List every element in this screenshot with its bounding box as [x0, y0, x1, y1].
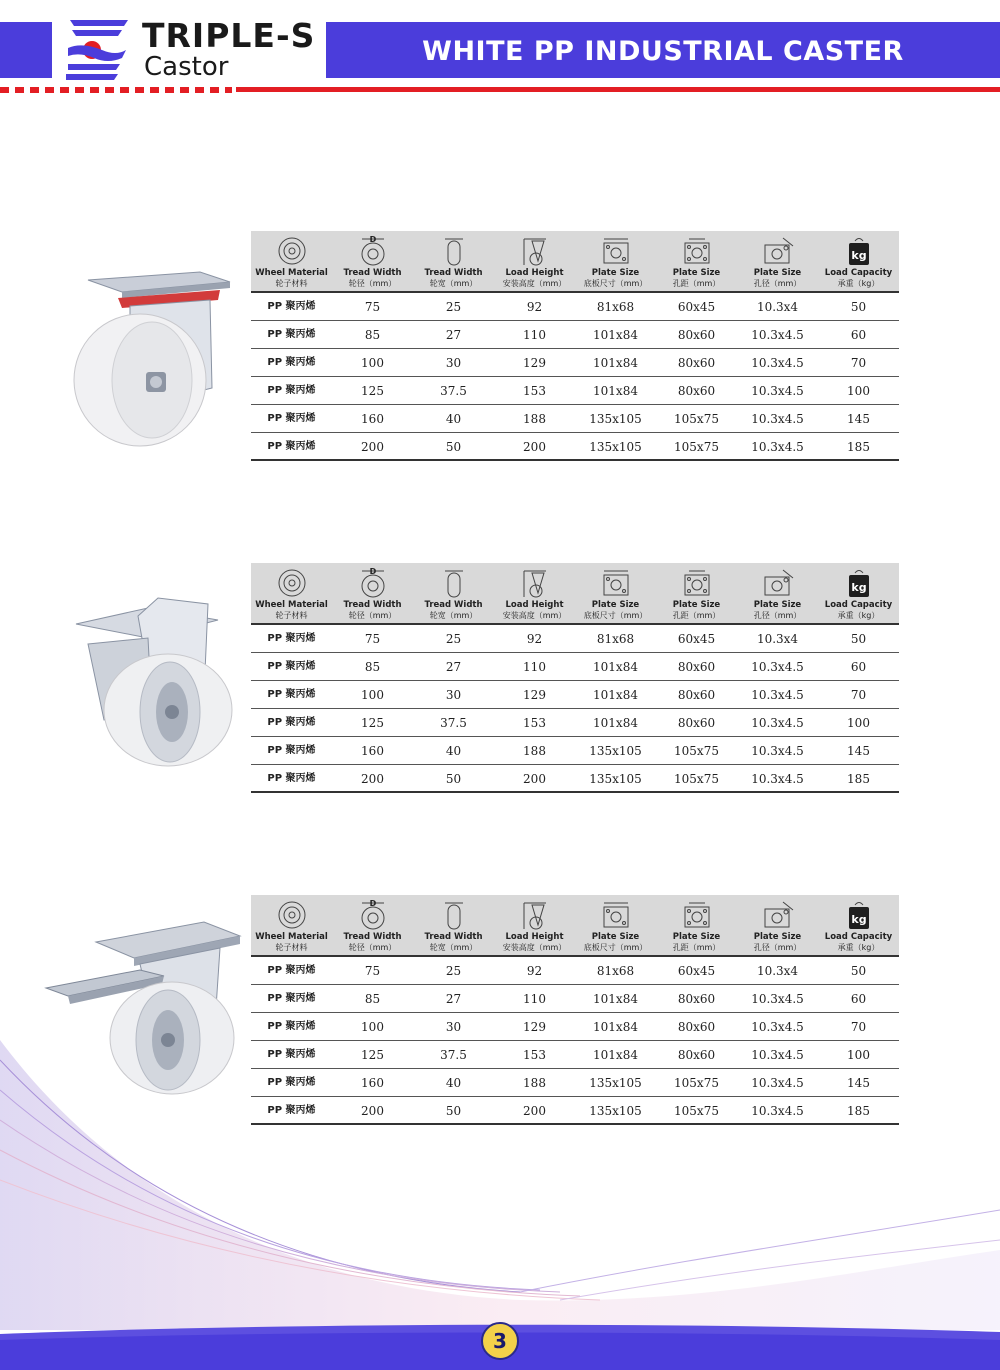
- table-cell: PP 聚丙烯: [267, 385, 316, 396]
- wheel-diameter-icon: [356, 235, 390, 267]
- load-height-icon: [518, 899, 552, 931]
- header-label-en: Wheel Material: [255, 268, 328, 278]
- table-cell: 60: [850, 328, 867, 342]
- table-cell: 135x105: [589, 744, 642, 758]
- table-cell: 105x75: [674, 1076, 719, 1090]
- tread-width-icon: [437, 235, 471, 267]
- table-cell: 10.3x4.5: [751, 1020, 804, 1034]
- header-cell: [818, 563, 899, 623]
- table-cell: 10.3x4.5: [751, 328, 804, 342]
- header-cell: [413, 563, 494, 623]
- header-cell: [494, 895, 575, 955]
- header-cell: [575, 895, 656, 955]
- header-label-cn: 轮径（mm）: [348, 279, 397, 288]
- table-cell: 101x84: [593, 384, 638, 398]
- header-label-cn: 底板尺寸（mm）: [583, 611, 648, 620]
- header-label-cn: 安装高度（mm）: [502, 279, 567, 288]
- table-cell: 110: [523, 328, 546, 342]
- decorative-swirl: [0, 1000, 1000, 1330]
- table-cell: 135x105: [589, 772, 642, 786]
- table-cell: 60: [850, 660, 867, 674]
- table-cell: 25: [445, 632, 462, 646]
- table-cell: 101x84: [593, 1020, 638, 1034]
- table-cell: 27: [445, 660, 462, 674]
- header-cell: [251, 563, 332, 623]
- header-label-en: Plate Size: [672, 268, 721, 278]
- table-cell: 101x84: [593, 992, 638, 1006]
- table-cell: 80x60: [677, 992, 716, 1006]
- table-cell: 30: [445, 1020, 462, 1034]
- header-label-cn: 承重（kg）: [837, 611, 880, 620]
- table-cell: 105x75: [674, 744, 719, 758]
- table-cell: 50: [850, 632, 867, 646]
- header-label-en: Tread Width: [343, 268, 402, 278]
- table-cell: 10.3x4.5: [751, 716, 804, 730]
- tread-width-icon: [437, 899, 471, 931]
- table-cell: 50: [850, 300, 867, 314]
- table-cell: 80x60: [677, 660, 716, 674]
- header-label-en: Tread Width: [424, 600, 483, 610]
- table-cell: 92: [526, 300, 543, 314]
- header-label-cn: 底板尺寸（mm）: [583, 943, 648, 952]
- table-cell: 10.3x4.5: [751, 412, 804, 426]
- table-cell: 188: [523, 1076, 546, 1090]
- table-cell: 10.3x4: [756, 632, 799, 646]
- plate-size-icon: [599, 235, 633, 267]
- table-cell: 10.3x4.5: [751, 356, 804, 370]
- table-cell: 10.3x4: [756, 300, 799, 314]
- table-cell: 75: [364, 964, 381, 978]
- table-cell: 60: [850, 992, 867, 1006]
- table-cell: 25: [445, 964, 462, 978]
- svg-text:kg: kg: [850, 249, 867, 262]
- header-label-cn: 安装高度（mm）: [502, 943, 567, 952]
- table-row: [251, 957, 899, 985]
- kg-weight-icon: [842, 567, 876, 599]
- kg-weight-icon: [842, 899, 876, 931]
- table-cell: PP 聚丙烯: [267, 301, 316, 312]
- table-cell: 200: [523, 440, 546, 454]
- table-cell: 80x60: [677, 328, 716, 342]
- header-label-en: Load Height: [505, 268, 564, 278]
- table-cell: 30: [445, 356, 462, 370]
- table-cell: 105x75: [674, 412, 719, 426]
- table-cell: 10.3x4.5: [751, 1104, 804, 1118]
- table-row: [251, 681, 899, 709]
- table-cell: 129: [523, 356, 546, 370]
- table-cell: 40: [445, 1076, 462, 1090]
- header-label-en: Load Capacity: [824, 600, 893, 610]
- table-header: [251, 895, 899, 957]
- table-cell: 10.3x4: [756, 964, 799, 978]
- table-cell: 80x60: [677, 356, 716, 370]
- table-cell: 135x105: [589, 1104, 642, 1118]
- header-cell: [575, 563, 656, 623]
- page-title: WHITE PP INDUSTRIAL CASTER: [422, 36, 904, 67]
- table-cell: 200: [523, 1104, 546, 1118]
- header-label-cn: 孔距（mm）: [672, 943, 721, 952]
- svg-text:D: D: [369, 899, 376, 908]
- table-cell: 185: [847, 772, 870, 786]
- table-cell: 10.3x4.5: [751, 772, 804, 786]
- wheel-icon: [275, 567, 309, 599]
- table-cell: 37.5: [440, 1048, 467, 1062]
- header-cell: [737, 895, 818, 955]
- tread-width-icon: [437, 567, 471, 599]
- table-cell: 81x68: [596, 964, 635, 978]
- header-dashed-line: [0, 87, 232, 93]
- header-label-cn: 轮子材料: [275, 611, 308, 620]
- header-label-en: Tread Width: [424, 932, 483, 942]
- hole-spacing-icon: [680, 235, 714, 267]
- header-label-en: Plate Size: [591, 932, 640, 942]
- svg-text:kg: kg: [850, 913, 867, 926]
- header-label-en: Plate Size: [753, 932, 802, 942]
- header-label-cn: 承重（kg）: [837, 943, 880, 952]
- header-label-cn: 孔距（mm）: [672, 279, 721, 288]
- svg-text:D: D: [369, 567, 376, 576]
- table-cell: 100: [361, 356, 384, 370]
- header-red-line: [236, 87, 1000, 92]
- wheel-diameter-icon: [356, 899, 390, 931]
- header-cell: [494, 231, 575, 291]
- table-row: [251, 321, 899, 349]
- table-cell: PP 聚丙烯: [267, 1077, 316, 1088]
- header-label-en: Wheel Material: [255, 932, 328, 942]
- table-cell: 200: [361, 1104, 384, 1118]
- table-cell: 92: [526, 964, 543, 978]
- table-cell: 70: [850, 688, 867, 702]
- table-cell: 10.3x4.5: [751, 660, 804, 674]
- table-cell: 153: [523, 1048, 546, 1062]
- table-cell: 80x60: [677, 688, 716, 702]
- header-left-bar: [0, 22, 52, 78]
- header-label-en: Wheel Material: [255, 600, 328, 610]
- table-cell: PP 聚丙烯: [267, 965, 316, 976]
- hole-spacing-icon: [680, 567, 714, 599]
- load-height-icon: [518, 235, 552, 267]
- table-cell: 110: [523, 992, 546, 1006]
- triple-s-logo-icon: [62, 14, 132, 82]
- table-row: [251, 709, 899, 737]
- table-cell: 153: [523, 716, 546, 730]
- table-cell: 37.5: [440, 716, 467, 730]
- table-row: [251, 349, 899, 377]
- header-cell: [332, 563, 413, 623]
- table-cell: 100: [847, 1048, 870, 1062]
- table-cell: PP 聚丙烯: [267, 745, 316, 756]
- table-cell: 80x60: [677, 1048, 716, 1062]
- header-label-en: Tread Width: [343, 600, 402, 610]
- header-label-en: Plate Size: [591, 600, 640, 610]
- table-cell: 105x75: [674, 440, 719, 454]
- header-label-en: Load Capacity: [824, 932, 893, 942]
- table-cell: PP 聚丙烯: [267, 633, 316, 644]
- header-cell: [737, 231, 818, 291]
- spec-table-rigid: [251, 563, 899, 793]
- header-label-cn: 轮宽（mm）: [429, 611, 478, 620]
- table-cell: 200: [523, 772, 546, 786]
- table-cell: 185: [847, 1104, 870, 1118]
- table-cell: 85: [364, 992, 381, 1006]
- load-height-icon: [518, 567, 552, 599]
- table-cell: 30: [445, 688, 462, 702]
- header-label-en: Load Height: [505, 932, 564, 942]
- table-cell: 129: [523, 688, 546, 702]
- swivel-caster-image: [70, 268, 240, 448]
- header-label-cn: 孔径（mm）: [753, 943, 802, 952]
- table-cell: 50: [445, 772, 462, 786]
- wheel-diameter-icon: [356, 567, 390, 599]
- hole-spacing-icon: [680, 899, 714, 931]
- header-cell: [656, 895, 737, 955]
- header-label-en: Plate Size: [591, 268, 640, 278]
- table-cell: 25: [445, 300, 462, 314]
- table-cell: 105x75: [674, 772, 719, 786]
- table-cell: PP 聚丙烯: [267, 441, 316, 452]
- table-cell: 160: [361, 744, 384, 758]
- plate-size-icon: [599, 899, 633, 931]
- header-cell: [413, 895, 494, 955]
- table-cell: PP 聚丙烯: [267, 413, 316, 424]
- page-number: 3: [481, 1322, 519, 1360]
- table-cell: 110: [523, 660, 546, 674]
- table-cell: PP 聚丙烯: [267, 357, 316, 368]
- table-header: [251, 563, 899, 625]
- table-cell: 100: [847, 716, 870, 730]
- wheel-icon: [275, 235, 309, 267]
- table-cell: 153: [523, 384, 546, 398]
- header-label-en: Tread Width: [424, 268, 483, 278]
- header-cell: [656, 231, 737, 291]
- table-cell: PP 聚丙烯: [267, 717, 316, 728]
- table-cell: 27: [445, 992, 462, 1006]
- table-cell: 100: [361, 688, 384, 702]
- header-label-en: Plate Size: [672, 932, 721, 942]
- table-cell: 81x68: [596, 300, 635, 314]
- table-cell: 10.3x4.5: [751, 688, 804, 702]
- table-body: [251, 625, 899, 793]
- table-cell: 125: [361, 716, 384, 730]
- hole-diameter-icon: [761, 235, 795, 267]
- header-label-en: Load Capacity: [824, 268, 893, 278]
- header-label-cn: 轮宽（mm）: [429, 943, 478, 952]
- table-cell: 75: [364, 632, 381, 646]
- header-label-cn: 轮径（mm）: [348, 943, 397, 952]
- table-cell: 27: [445, 328, 462, 342]
- header-label-en: Plate Size: [753, 600, 802, 610]
- header-label-cn: 孔距（mm）: [672, 611, 721, 620]
- table-row: [251, 737, 899, 765]
- header-label-en: Plate Size: [753, 268, 802, 278]
- table-cell: 100: [361, 1020, 384, 1034]
- header-label-en: Tread Width: [343, 932, 402, 942]
- table-cell: 200: [361, 772, 384, 786]
- table-cell: 188: [523, 744, 546, 758]
- table-row: [251, 405, 899, 433]
- header-label-en: Plate Size: [672, 600, 721, 610]
- header-cell: [413, 231, 494, 291]
- rigid-caster-image: [68, 594, 238, 774]
- svg-text:D: D: [369, 235, 376, 244]
- table-cell: 10.3x4.5: [751, 1076, 804, 1090]
- table-cell: 160: [361, 412, 384, 426]
- table-cell: 145: [847, 744, 870, 758]
- table-row: [251, 653, 899, 681]
- table-cell: 60x45: [677, 300, 716, 314]
- table-cell: 60x45: [677, 964, 716, 978]
- table-body: [251, 293, 899, 461]
- table-cell: 135x105: [589, 440, 642, 454]
- brand-name: TRIPLE-S: [142, 16, 316, 55]
- table-cell: 105x75: [674, 1104, 719, 1118]
- header-label-cn: 安装高度（mm）: [502, 611, 567, 620]
- header-cell: [656, 563, 737, 623]
- table-cell: 50: [445, 440, 462, 454]
- spec-table-swivel: [251, 231, 899, 461]
- table-cell: PP 聚丙烯: [267, 329, 316, 340]
- brand-subname: Castor: [144, 52, 229, 82]
- table-cell: 80x60: [677, 716, 716, 730]
- table-cell: PP 聚丙烯: [267, 1049, 316, 1060]
- header-label-cn: 轮径（mm）: [348, 611, 397, 620]
- table-cell: 81x68: [596, 632, 635, 646]
- plate-size-icon: [599, 567, 633, 599]
- table-cell: 50: [850, 964, 867, 978]
- header-label-cn: 轮子材料: [275, 279, 308, 288]
- header-cell: [332, 895, 413, 955]
- table-cell: 135x105: [589, 1076, 642, 1090]
- header-label-en: Load Height: [505, 600, 564, 610]
- table-cell: 40: [445, 744, 462, 758]
- table-row: [251, 765, 899, 793]
- table-cell: 50: [445, 1104, 462, 1118]
- header-cell: [251, 895, 332, 955]
- header-label-cn: 孔径（mm）: [753, 611, 802, 620]
- table-cell: PP 聚丙烯: [267, 1105, 316, 1116]
- table-header: [251, 231, 899, 293]
- table-cell: 145: [847, 412, 870, 426]
- table-cell: 188: [523, 412, 546, 426]
- table-cell: 101x84: [593, 356, 638, 370]
- table-cell: 160: [361, 1076, 384, 1090]
- table-cell: PP 聚丙烯: [267, 661, 316, 672]
- table-cell: 129: [523, 1020, 546, 1034]
- header-label-cn: 轮子材料: [275, 943, 308, 952]
- table-cell: 10.3x4.5: [751, 440, 804, 454]
- header-cell: [575, 231, 656, 291]
- header-label-cn: 轮宽（mm）: [429, 279, 478, 288]
- svg-text:kg: kg: [850, 581, 867, 594]
- table-cell: 125: [361, 1048, 384, 1062]
- table-cell: 80x60: [677, 384, 716, 398]
- table-cell: 135x105: [589, 412, 642, 426]
- header-cell: [818, 895, 899, 955]
- table-cell: 101x84: [593, 328, 638, 342]
- table-cell: PP 聚丙烯: [267, 1021, 316, 1032]
- wheel-icon: [275, 899, 309, 931]
- table-cell: 70: [850, 1020, 867, 1034]
- table-cell: 80x60: [677, 1020, 716, 1034]
- table-cell: PP 聚丙烯: [267, 993, 316, 1004]
- table-cell: 101x84: [593, 660, 638, 674]
- table-cell: 10.3x4.5: [751, 1048, 804, 1062]
- header-cell: [332, 231, 413, 291]
- header-cell: [494, 563, 575, 623]
- header-cell: [818, 231, 899, 291]
- table-cell: 185: [847, 440, 870, 454]
- table-cell: 60x45: [677, 632, 716, 646]
- header-cell: [251, 231, 332, 291]
- hole-diameter-icon: [761, 899, 795, 931]
- table-cell: 101x84: [593, 716, 638, 730]
- table-cell: 75: [364, 300, 381, 314]
- table-row: [251, 625, 899, 653]
- table-cell: 100: [847, 384, 870, 398]
- table-cell: 85: [364, 660, 381, 674]
- table-cell: 10.3x4.5: [751, 384, 804, 398]
- header-title-bar: [326, 22, 1000, 78]
- brand-logo: [58, 12, 326, 84]
- table-cell: 200: [361, 440, 384, 454]
- table-row: [251, 433, 899, 461]
- table-cell: 125: [361, 384, 384, 398]
- table-cell: 10.3x4.5: [751, 992, 804, 1006]
- table-cell: 101x84: [593, 1048, 638, 1062]
- kg-weight-icon: [842, 235, 876, 267]
- table-cell: 40: [445, 412, 462, 426]
- table-cell: 37.5: [440, 384, 467, 398]
- table-cell: 10.3x4.5: [751, 744, 804, 758]
- header-label-cn: 承重（kg）: [837, 279, 880, 288]
- table-cell: 92: [526, 632, 543, 646]
- table-cell: 70: [850, 356, 867, 370]
- table-row: [251, 377, 899, 405]
- table-cell: 101x84: [593, 688, 638, 702]
- table-row: [251, 293, 899, 321]
- header-cell: [737, 563, 818, 623]
- table-cell: 145: [847, 1076, 870, 1090]
- hole-diameter-icon: [761, 567, 795, 599]
- table-cell: PP 聚丙烯: [267, 689, 316, 700]
- header-label-cn: 孔径（mm）: [753, 279, 802, 288]
- table-cell: 85: [364, 328, 381, 342]
- header-label-cn: 底板尺寸（mm）: [583, 279, 648, 288]
- table-cell: PP 聚丙烯: [267, 773, 316, 784]
